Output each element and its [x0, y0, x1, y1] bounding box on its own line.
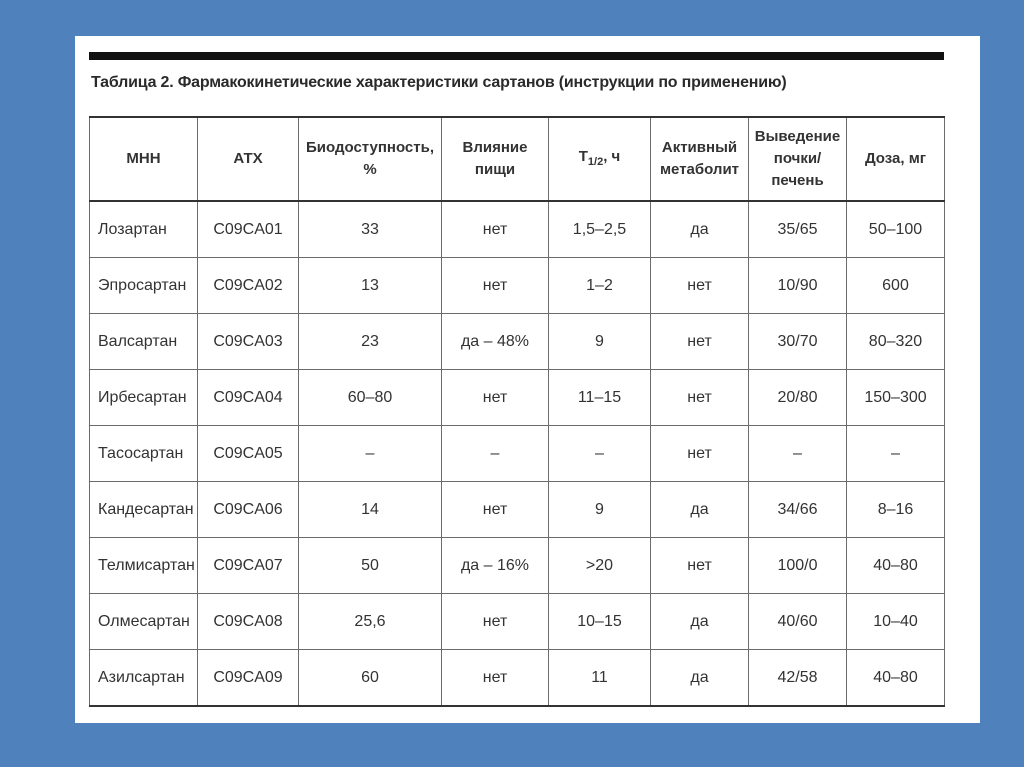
cell-dose: 600: [847, 258, 945, 314]
cell-active-metabolite: нет: [651, 258, 749, 314]
cell-excretion: 20/80: [749, 370, 847, 426]
cell-half-life: 1–2: [549, 258, 651, 314]
half-life-unit: , ч: [603, 147, 621, 165]
cell-food-effect: нет: [442, 482, 549, 538]
cell-excretion: 42/58: [749, 650, 847, 707]
cell-mnn: Телмисартан: [90, 538, 198, 594]
cell-excretion: 40/60: [749, 594, 847, 650]
cell-excretion: 100/0: [749, 538, 847, 594]
top-rule: [89, 52, 944, 60]
cell-mnn: Эпросартан: [90, 258, 198, 314]
cell-dose: –: [847, 426, 945, 482]
cell-atx: C09CA02: [198, 258, 299, 314]
cell-mnn: Кандесартан: [90, 482, 198, 538]
cell-bioavailability: 25,6: [299, 594, 442, 650]
cell-active-metabolite: нет: [651, 314, 749, 370]
cell-half-life: >20: [549, 538, 651, 594]
half-life-symbol: T: [578, 147, 588, 165]
cell-mnn: Тасосартан: [90, 426, 198, 482]
cell-atx: C09CA06: [198, 482, 299, 538]
cell-food-effect: нет: [442, 258, 549, 314]
table-title: Таблица 2. Фармакокинетические характеристики сартанов (инструкции по применению): [91, 74, 787, 91]
cell-active-metabolite: да: [651, 482, 749, 538]
table-row: [90, 370, 945, 426]
header-excretion: [749, 117, 847, 201]
cell-mnn: Олмесартан: [90, 594, 198, 650]
cell-bioavailability: 33: [299, 201, 442, 258]
header-atx: АТХ: [198, 117, 299, 201]
half-life-subscript: 1/2: [587, 155, 604, 168]
cell-dose: 10–40: [847, 594, 945, 650]
table-row: [90, 594, 945, 650]
cell-half-life: 11–15: [549, 370, 651, 426]
table-row: [90, 426, 945, 482]
cell-bioavailability: 23: [299, 314, 442, 370]
header-active-metabolite: [651, 117, 749, 201]
cell-atx: C09CA05: [198, 426, 299, 482]
cell-food-effect: нет: [442, 201, 549, 258]
cell-atx: C09CA09: [198, 650, 299, 707]
cell-dose: 50–100: [847, 201, 945, 258]
header-metabolite-line2: метаболит: [659, 161, 740, 178]
slide: [75, 36, 980, 723]
cell-atx: C09CA03: [198, 314, 299, 370]
cell-active-metabolite: да: [651, 594, 749, 650]
cell-dose: 40–80: [847, 538, 945, 594]
cell-mnn: Ирбесартан: [90, 370, 198, 426]
cell-excretion: 30/70: [749, 314, 847, 370]
cell-half-life: 9: [549, 314, 651, 370]
header-bioavailability: Биодоступность, %: [299, 117, 442, 201]
cell-atx: C09CA07: [198, 538, 299, 594]
cell-half-life: –: [549, 426, 651, 482]
header-excretion-line2: почки/печень: [771, 150, 824, 189]
header-food-effect: Влияние пищи: [442, 117, 549, 201]
cell-active-metabolite: нет: [651, 538, 749, 594]
cell-bioavailability: 60–80: [299, 370, 442, 426]
cell-mnn: Лозартан: [90, 201, 198, 258]
header-row: [90, 117, 945, 201]
cell-half-life: 11: [549, 650, 651, 707]
header-mnn: МНН: [90, 117, 198, 201]
cell-food-effect: нет: [442, 650, 549, 707]
cell-half-life: 1,5–2,5: [549, 201, 651, 258]
table-row: [90, 538, 945, 594]
cell-food-effect: нет: [442, 370, 549, 426]
cell-atx: C09CA08: [198, 594, 299, 650]
cell-excretion: –: [749, 426, 847, 482]
cell-bioavailability: 14: [299, 482, 442, 538]
cell-food-effect: да – 16%: [442, 538, 549, 594]
table-row: [90, 314, 945, 370]
cell-active-metabolite: да: [651, 650, 749, 707]
cell-food-effect: да – 48%: [442, 314, 549, 370]
header-metabolite-line1: Активный: [661, 139, 738, 156]
cell-mnn: Азилсартан: [90, 650, 198, 707]
header-half-life: [549, 117, 651, 201]
cell-dose: 80–320: [847, 314, 945, 370]
cell-half-life: 10–15: [549, 594, 651, 650]
cell-dose: 40–80: [847, 650, 945, 707]
cell-excretion: 34/66: [749, 482, 847, 538]
cell-mnn: Валсартан: [90, 314, 198, 370]
table-row: [90, 201, 945, 258]
cell-bioavailability: 60: [299, 650, 442, 707]
cell-active-metabolite: нет: [651, 370, 749, 426]
cell-excretion: 35/65: [749, 201, 847, 258]
table-row: [90, 258, 945, 314]
cell-food-effect: –: [442, 426, 549, 482]
cell-bioavailability: 50: [299, 538, 442, 594]
sartans-table: [89, 116, 945, 707]
header-dose: Доза, мг: [847, 117, 945, 201]
cell-atx: C09CA04: [198, 370, 299, 426]
cell-dose: 150–300: [847, 370, 945, 426]
cell-active-metabolite: да: [651, 201, 749, 258]
cell-excretion: 10/90: [749, 258, 847, 314]
table-row: [90, 482, 945, 538]
header-excretion-line1: Выведение: [754, 128, 841, 145]
cell-half-life: 9: [549, 482, 651, 538]
cell-atx: C09CA01: [198, 201, 299, 258]
cell-bioavailability: 13: [299, 258, 442, 314]
cell-active-metabolite: нет: [651, 426, 749, 482]
cell-food-effect: нет: [442, 594, 549, 650]
cell-bioavailability: –: [299, 426, 442, 482]
cell-dose: 8–16: [847, 482, 945, 538]
table-row: [90, 650, 945, 707]
